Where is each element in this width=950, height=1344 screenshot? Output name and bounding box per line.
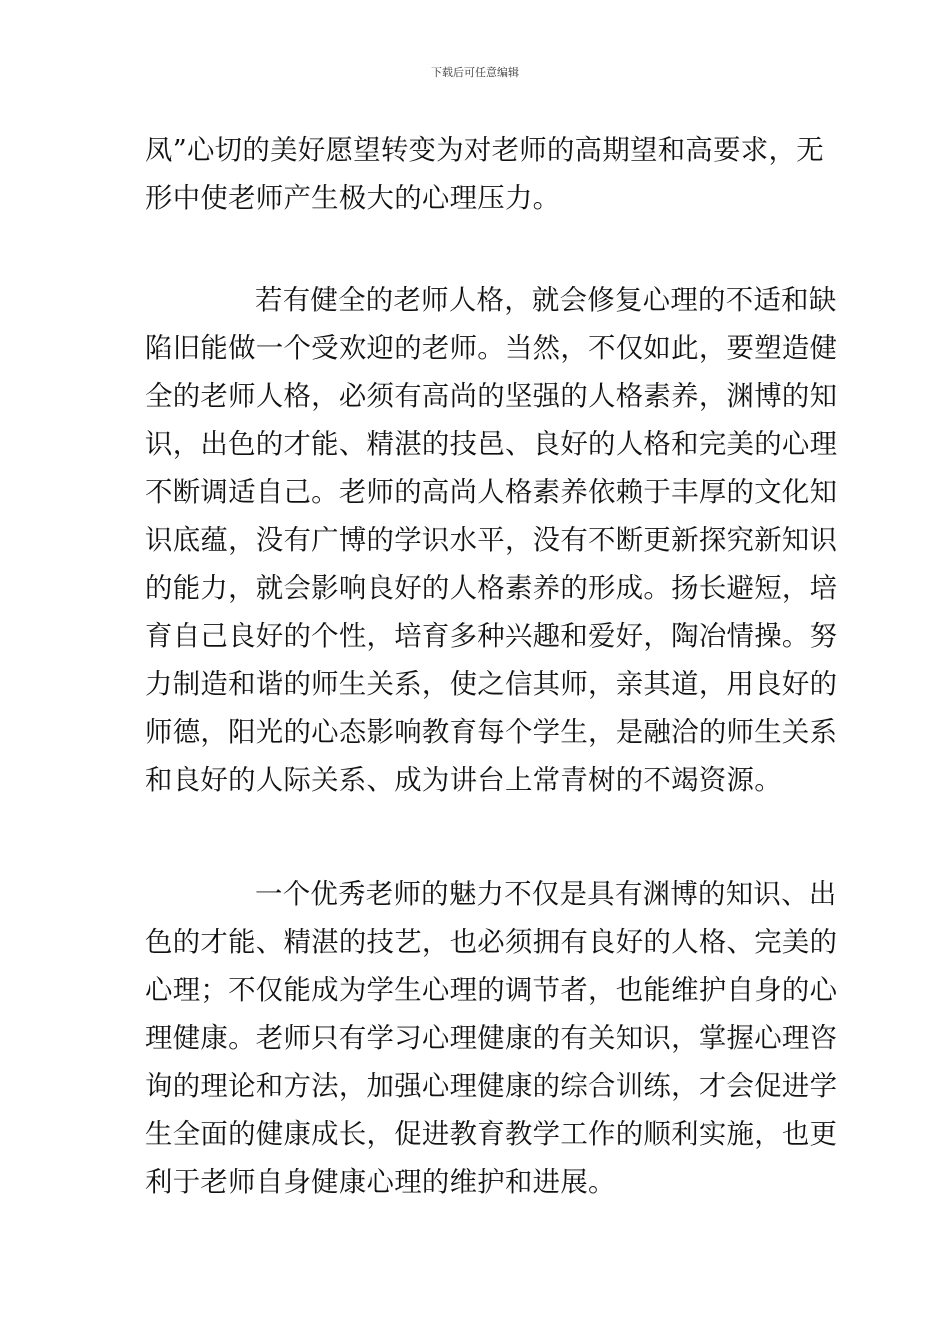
paragraph-2 — [145, 277, 837, 805]
text-line: 和良好的人际关系、成为讲台上常青树的不竭资源。 — [145, 765, 782, 796]
page-header: 下载后可任意编辑 — [431, 66, 519, 79]
text-line: 师德，阳光的心态影响教育每个学生，是融洽的师生关系 — [145, 717, 838, 748]
text-line-indented: 若有健全的老师人格，就会修复心理的不适和缺 — [255, 285, 837, 316]
text-line: 识底蕴，没有广博的学识水平，没有不断更新探究新知识 — [145, 525, 838, 556]
text-line: 心理；不仅能成为学生心理的调节者，也能维护自身的心 — [145, 975, 838, 1006]
text-line: 形中使老师产生极大的心理压力。 — [145, 183, 561, 214]
text-line: 询的理论和方法，加强心理健康的综合训练，才会促进学 — [145, 1071, 838, 1102]
text-line: 生全面的健康成长，促进教育教学工作的顺利实施，也更 — [145, 1119, 838, 1150]
text-line: 全的老师人格，必须有高尚的坚强的人格素养，渊博的知 — [145, 381, 838, 412]
text-line-indented: 一个优秀老师的魅力不仅是具有渊博的知识、出 — [255, 879, 837, 910]
text-line: 利于老师自身健康心理的维护和进展。 — [145, 1167, 616, 1198]
paragraph-1 — [145, 127, 824, 223]
text-line: 陷旧能做一个受欢迎的老师。当然，不仅如此，要塑造健 — [145, 333, 838, 364]
text-line: 凤”心切的美好愿望转变为对老师的高期望和高要求，无 — [145, 135, 824, 166]
text-line: 育自己良好的个性，培育多种兴趣和爱好，陶冶情操。努 — [145, 621, 838, 652]
text-line: 的能力，就会影响良好的人格素养的形成。扬长避短，培 — [145, 573, 838, 604]
text-line: 色的才能、精湛的技艺，也必须拥有良好的人格、完美的 — [145, 927, 838, 958]
paragraph-3 — [145, 871, 837, 1207]
text-line: 识，出色的才能、精湛的技邑、良好的人格和完美的心理 — [145, 429, 838, 460]
text-line: 力制造和谐的师生关系，使之信其师，亲其道，用良好的 — [145, 669, 838, 700]
text-line: 不断调适自己。老师的高尚人格素养依赖于丰厚的文化知 — [145, 477, 838, 508]
text-line: 理健康。老师只有学习心理健康的有关知识，掌握心理咨 — [145, 1023, 838, 1054]
